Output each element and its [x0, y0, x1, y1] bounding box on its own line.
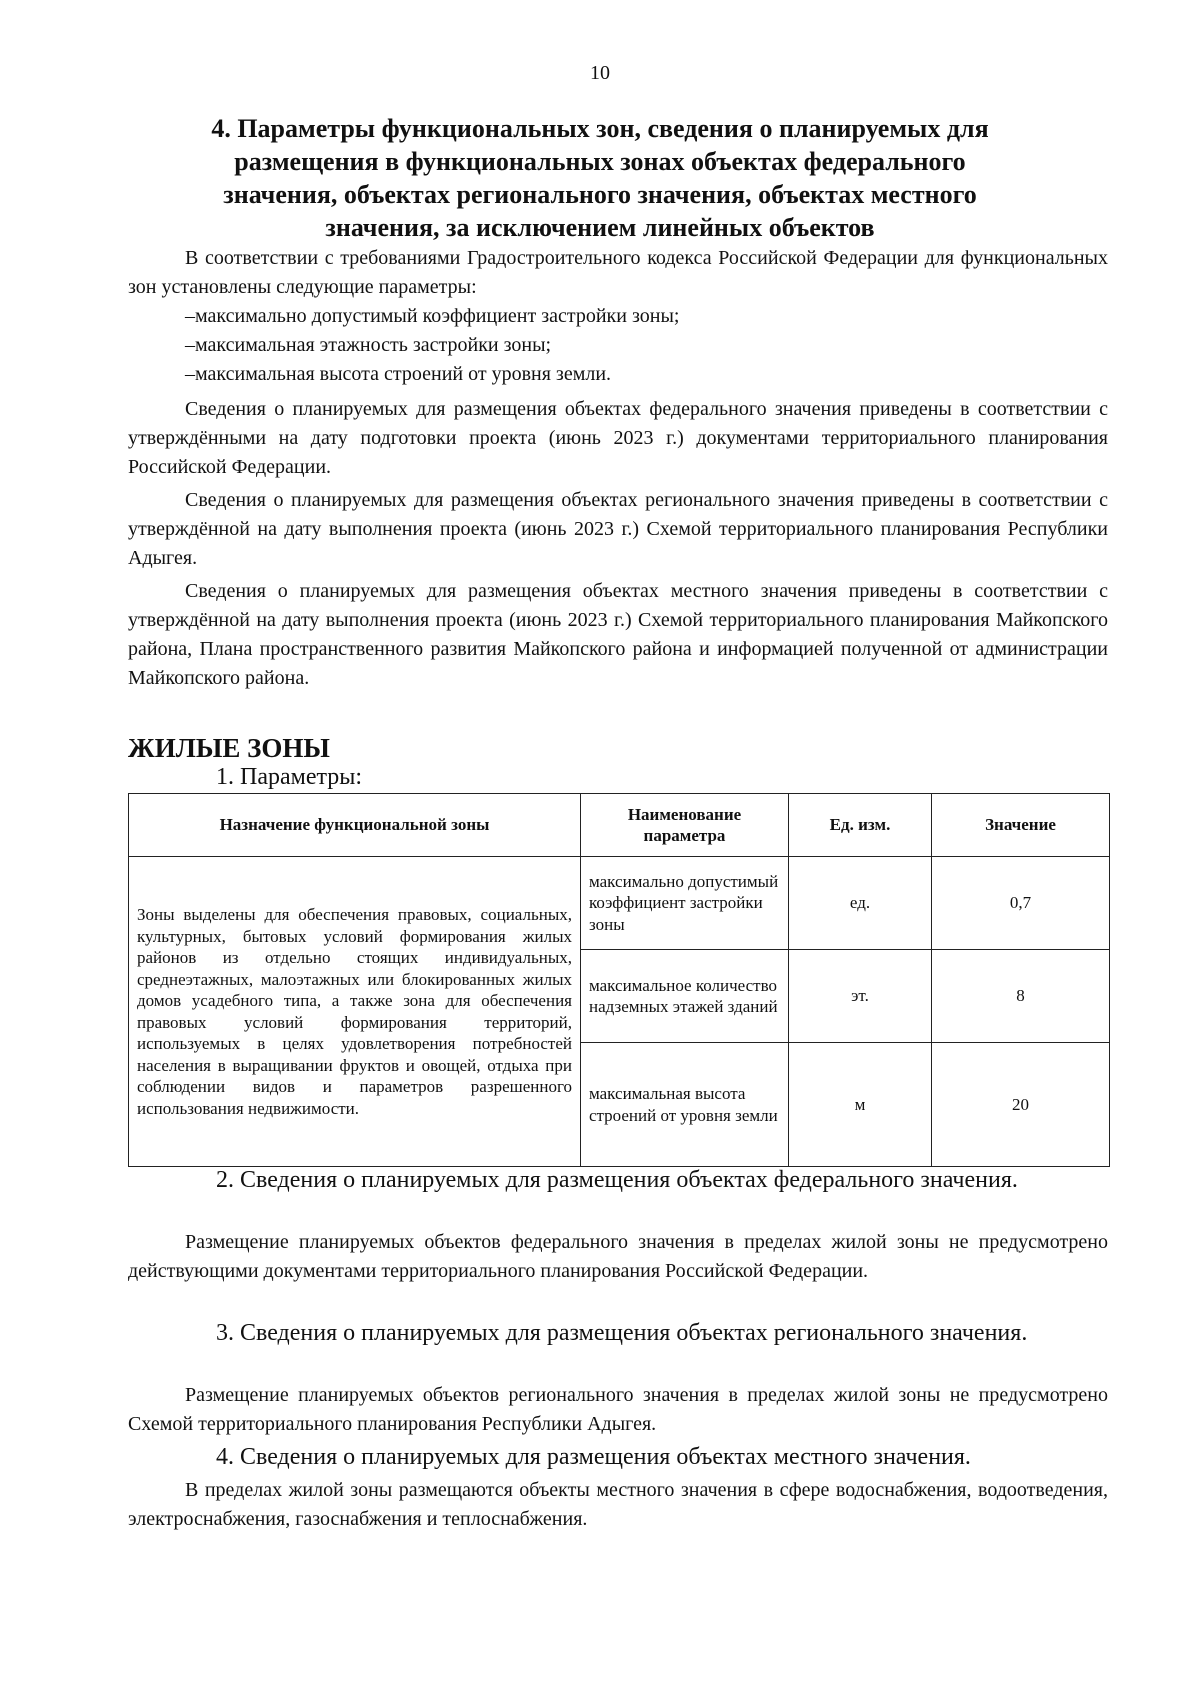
residential-zones-heading: ЖИЛЫЕ ЗОНЫ [128, 733, 330, 763]
unit-cell: ед. [789, 857, 932, 950]
parameters-subheading: 1. Параметры: [216, 764, 363, 790]
federal-objects-text: Размещение планируемых объектов федерального значения в пределах жилой зоны не предусмотрено действующими документами территориального планирования Российской Федерации. [128, 1231, 1108, 1282]
value-cell: 8 [932, 950, 1110, 1043]
section-title-line: 4. Параметры функциональных зон, сведения о планируемых для [211, 114, 989, 143]
header-value: Значение [932, 794, 1110, 857]
parameter-name-cell: максимальное количество надземных этажей зданий [581, 950, 789, 1043]
value-cell: 20 [932, 1043, 1110, 1167]
parameters-table [128, 793, 1110, 1167]
section-title-line: значения, объектах регионального значения, объектах местного [223, 180, 977, 209]
parameter-name-cell: максимально допустимый коэффициент застройки зоны [581, 857, 789, 950]
regional-objects-heading: 3. Сведения о планируемых для размещения объектах регионального значения. [216, 1320, 1028, 1346]
section-title-line: размещения в функциональных зонах объектах федерального [234, 147, 966, 176]
table-row [129, 857, 1110, 950]
local-info-paragraph: Сведения о планируемых для размещения объектах местного значения приведены в соответствии с утверждённой на дату выполнения проекта (июнь 2023 г.) Схемой территориального планирования Майкопского района, Плана пространственного развития Майкопского района и информацией полученной от администрации Майкопского района. [128, 580, 1108, 689]
table-header-row [129, 794, 1110, 857]
header-zone-purpose: Назначение функциональной зоны [129, 794, 581, 857]
parameter-name-cell: максимальная высота строений от уровня земли [581, 1043, 789, 1167]
param-list-item: –максимальная высота строений от уровня земли. [185, 363, 612, 385]
param-list-item: –максимально допустимый коэффициент застройки зоны; [185, 305, 680, 327]
page-number: 10 [590, 62, 610, 84]
param-list-item: –максимальная этажность застройки зоны; [185, 334, 552, 356]
intro-paragraph: В соответствии с требованиями Градостроительного кодекса Российской Федерации для функциональных зон установлены следующие параметры: [128, 247, 1108, 298]
federal-objects-heading: 2. Сведения о планируемых для размещения объектах федерального значения. [216, 1167, 1018, 1193]
federal-info-paragraph: Сведения о планируемых для размещения объектах федерального значения приведены в соответствии с утверждёнными на дату подготовки проекта (июнь 2023 г.) документами территориального планирования Российской Федерации. [128, 398, 1108, 478]
header-unit: Ед. изм. [789, 794, 932, 857]
local-objects-text: В пределах жилой зоны размещаются объекты местного значения в сфере водоснабжения, водоотведения, электроснабжения, газоснабжения и теплоснабжения. [128, 1479, 1108, 1530]
regional-info-paragraph: Сведения о планируемых для размещения объектах регионального значения приведены в соответствии с утверждённой на дату выполнения проекта (июнь 2023 г.) Схемой территориального планирования Республики Адыгея. [128, 489, 1108, 569]
unit-cell: м [789, 1043, 932, 1167]
header-parameter-name: Наименование параметра [581, 794, 789, 857]
unit-cell: эт. [789, 950, 932, 1043]
section-title-line: значения, за исключением линейных объектов [325, 213, 875, 242]
regional-objects-text: Размещение планируемых объектов регионального значения в пределах жилой зоны не предусмотрено Схемой территориального планирования Республики Адыгея. [128, 1384, 1108, 1435]
zone-purpose-cell: Зоны выделены для обеспечения правовых, социальных, культурных, бытовых условий формирования жилых районов из отдельно стоящих индивидуальных, среднеэтажных, малоэтажных или блокированных жилых домов усадебного типа, а также зона для обеспечения правовых условий формирования территорий, используемых в целях удовлетворения потребностей населения в выращивании фруктов и овощей, отдыха при соблюдении видов и параметров разрешенного использования недвижимости. [129, 857, 581, 1167]
value-cell: 0,7 [932, 857, 1110, 950]
local-objects-heading: 4. Сведения о планируемых для размещения объектах местного значения. [216, 1444, 971, 1470]
section-title [150, 112, 1050, 244]
